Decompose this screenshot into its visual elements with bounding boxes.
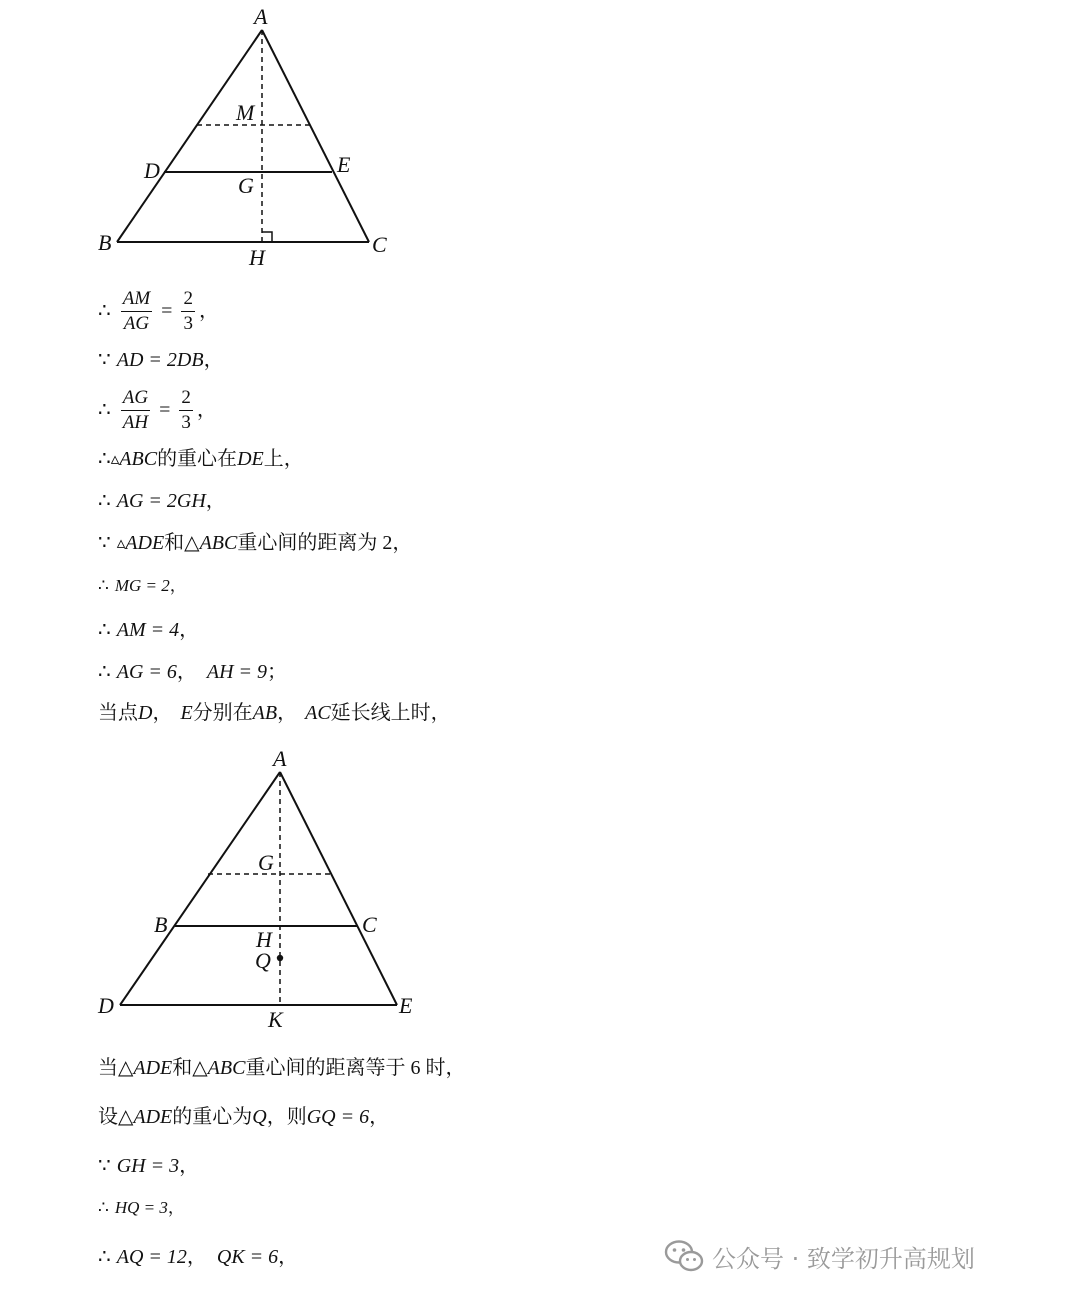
line-2: ∵ AD = 2DB ， [98, 349, 224, 371]
line-11: 当 △ ADE 和 △ ABC 重心间的距离等于 6 时， [98, 1057, 466, 1079]
label-H: H [256, 927, 272, 952]
label-G: G [238, 173, 254, 198]
triangle-figure-1 [0, 0, 420, 280]
side-AB [117, 30, 262, 242]
line-12: 设 △ ADE 的重心为 Q ，则 GQ = 6 ， [98, 1106, 390, 1128]
watermark [664, 1236, 975, 1276]
line-10: 当点 D ， E 分别在 AB ， AC 延长线上时， [98, 702, 451, 724]
label-K: K [268, 1007, 283, 1032]
label-A: A [254, 4, 268, 29]
line-6: ∵ ▵ ADE 和 △ ABC 重心间的距离为 2， [98, 532, 413, 554]
label-H: H [249, 245, 265, 270]
line-1: ∴ $\frac{AM}{AG}$ = $\frac{2}{3}$ ， [98, 287, 219, 334]
line-4: ∴ ▵ ABC 的重心在 DE 上， [98, 448, 304, 470]
triangle-figure-2 [0, 740, 440, 1040]
line-14: ∴ HQ = 3 ， [98, 1198, 185, 1217]
line-3: ∴ $\frac{AG}{AH}$ = $\frac{2}{3}$ ， [98, 386, 217, 433]
side-AE [280, 772, 397, 1005]
watermark-text: 公众号 · 致学初升高规划 [712, 1244, 975, 1273]
label-B: B [98, 230, 112, 255]
label-E: E [399, 993, 413, 1018]
line-13: ∵ GH = 3 ， [98, 1155, 200, 1177]
right-angle-mark [262, 232, 272, 242]
fraction-ag-ah: $\frac{AG}{AH}$ [122, 386, 149, 433]
label-D: D [144, 158, 160, 183]
label-M: M [236, 100, 255, 125]
line-8: ∴ AM = 4 ， [98, 619, 200, 641]
side-AC [262, 30, 369, 242]
label-E: E [337, 152, 351, 177]
label-B: B [154, 912, 168, 937]
label-Q: Q [255, 948, 271, 973]
line-15: ∴ AQ = 12 ， QK = 6 ， [98, 1246, 299, 1268]
label-C: C [372, 232, 387, 257]
label-A: A [273, 746, 287, 771]
fraction-two-thirds-2: $\frac{2}{3}$ [181, 386, 191, 433]
line-9: ∴ AG = 6 ， AH = 9 ； [98, 661, 288, 683]
label-C: C [362, 912, 377, 937]
label-G: G [258, 850, 274, 875]
fraction-am-ag: $\frac{AM}{AG}$ [122, 287, 151, 334]
line-5: ∴ AG = 2GH ， [98, 490, 226, 512]
point-Q [277, 955, 283, 961]
fraction-two-thirds: $\frac{2}{3}$ [183, 287, 193, 334]
line-7: ∴ MG = 2 ， [98, 576, 187, 595]
wechat-icon [664, 1239, 704, 1273]
label-D: D [98, 993, 114, 1018]
